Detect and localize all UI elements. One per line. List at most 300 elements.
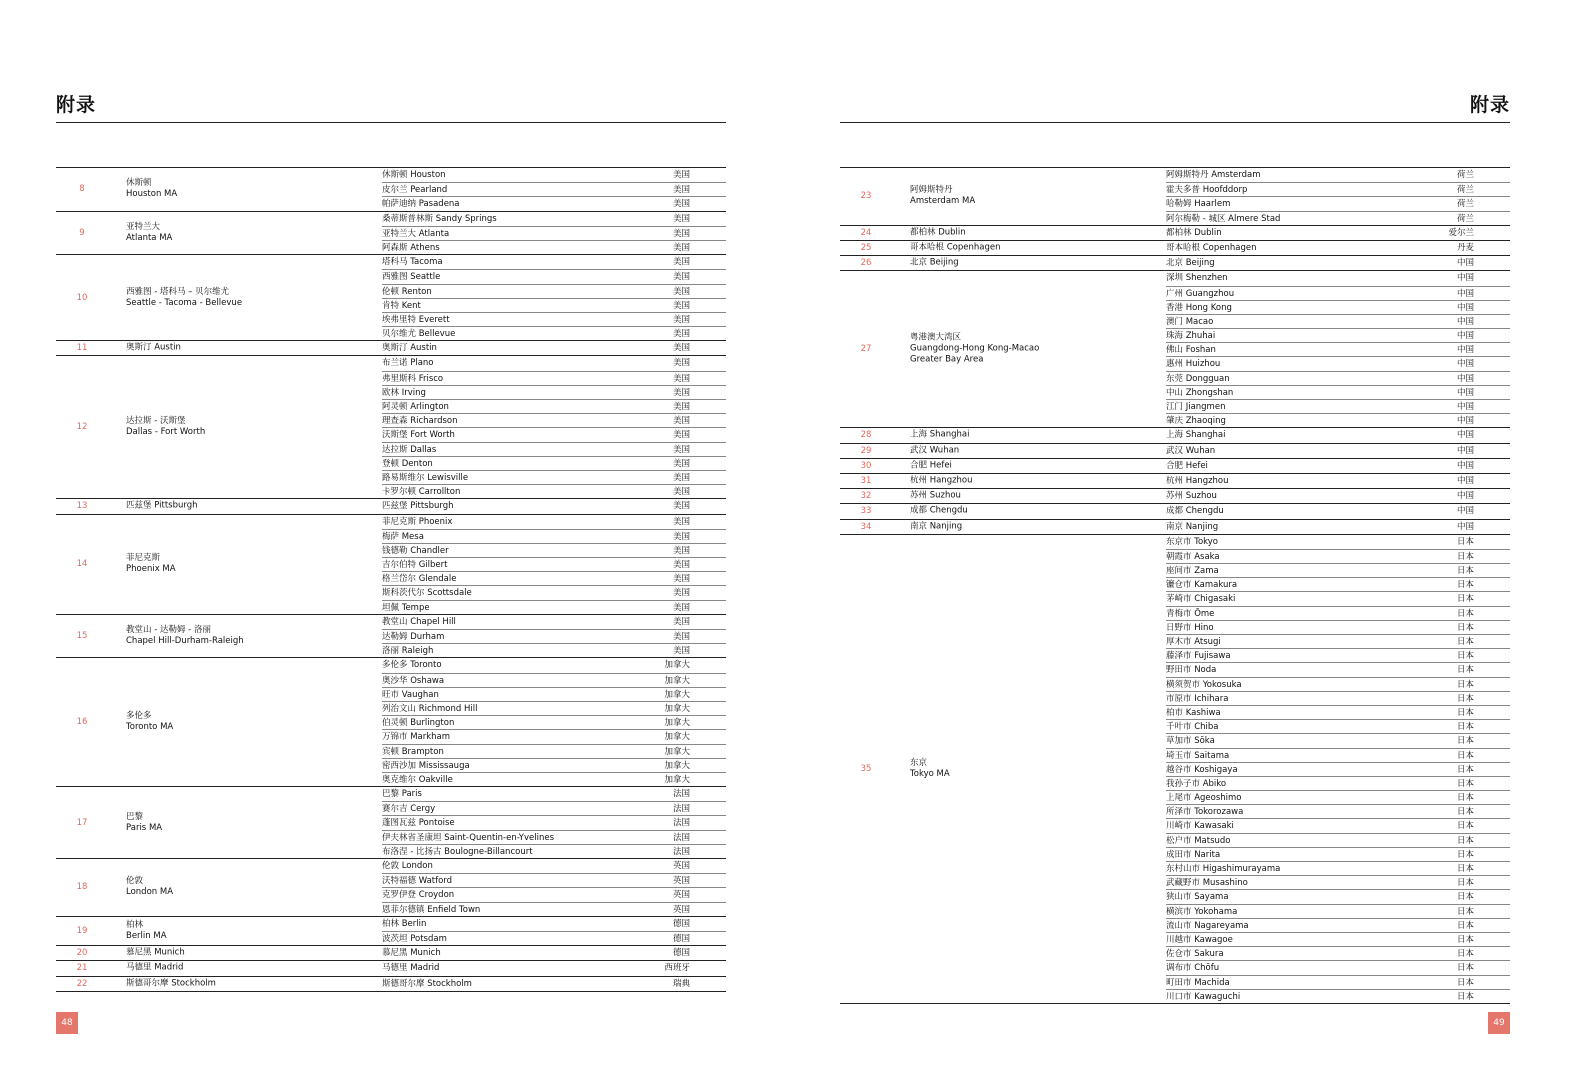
country-name: 美国 [672,185,690,196]
metro-group [56,614,726,658]
city-name: 埼玉市 Saitama [1166,750,1230,761]
country-name: 美国 [672,430,690,441]
country-name: 加拿大 [664,732,690,743]
group-number: 14 [76,559,88,570]
metro-name-cn: 奥斯汀 Austin [126,342,181,353]
metro-name-cn: 匹兹堡 Pittsburgh [126,500,198,511]
table-row [382,442,726,456]
group-number: 13 [76,501,88,512]
group-number: 35 [860,763,872,774]
group-number: 22 [76,978,88,989]
city-name: 我孙子市 Abiko [1166,778,1227,789]
metro-name-en: Toronto MA [126,722,174,733]
country-name: 美国 [672,458,690,469]
metro-group [56,858,726,916]
metro-name-cn: 菲尼克斯 [126,553,161,564]
city-name: 野田市 Noda [1166,665,1217,676]
table-row [1166,748,1510,762]
city-name: 斯科茨代尔 Scottsdale [382,588,472,599]
city-rows [1166,168,1510,225]
city-rows [1166,504,1510,518]
city-name: 路易斯维尔 Lewisville [382,472,469,483]
city-name: 千叶市 Chiba [1166,722,1219,733]
country-name: 日本 [1456,878,1474,889]
country-name: 加拿大 [664,660,690,671]
metro-name [126,222,366,244]
city-name: 匹兹堡 Pittsburgh [382,501,454,512]
table-row [382,658,726,672]
table-row [382,873,726,887]
country-name: 日本 [1456,821,1474,832]
table-row [382,729,726,743]
table-row [1166,861,1510,875]
table-row [1166,444,1510,458]
table-row [382,371,726,385]
metro-name-cn: 都柏林 Dublin [910,227,966,238]
city-name: 川越市 Kawagoe [1166,934,1233,945]
country-name: 中国 [1456,345,1474,356]
metro-group [840,458,1510,473]
metro-name [910,445,1150,456]
city-rows [382,212,726,255]
table-row [1166,804,1510,818]
table-row [382,931,726,945]
table-row [1166,563,1510,577]
city-rows [1166,520,1510,534]
city-name: 流山市 Nagareyama [1166,920,1249,931]
table-row [1166,271,1510,285]
table-row [382,830,726,844]
city-name: 市原市 Ichihara [1166,693,1229,704]
metro-name [910,521,1150,532]
city-name: 江门 Jiangmen [1166,402,1226,412]
metro-group [56,355,726,498]
city-name: 格兰岱尔 Glendale [382,574,457,585]
city-name: 埃弗里特 Everett [382,314,450,325]
metro-group [840,427,1510,442]
table-row [382,629,726,643]
city-name: 调布市 Chōfu [1166,963,1220,974]
country-name: 荷兰 [1456,185,1474,196]
metro-group [56,657,726,786]
country-name: 美国 [672,472,690,483]
metro-name [126,287,366,309]
metro-group [56,916,726,945]
table-row [1166,705,1510,719]
city-rows [382,615,726,658]
city-name: 成田市 Narita [1166,849,1221,860]
city-name: 亚特兰大 Atlanta [382,228,450,239]
country-name: 中国 [1456,302,1474,313]
table-row [382,715,726,729]
metro-name-en-line2: Greater Bay Area [910,354,984,365]
country-name: 中国 [1456,521,1474,532]
country-name: 日本 [1456,963,1474,974]
country-name: 英国 [672,876,690,887]
group-number: 32 [860,491,872,502]
title-rule [840,122,1510,123]
city-name: 哥本哈根 Copenhagen [1166,242,1257,253]
country-name: 中国 [1456,258,1474,269]
city-name: 霍夫多普 Hoofddorp [1166,185,1248,196]
country-name: 中国 [1456,475,1474,486]
table-row [382,298,726,312]
city-rows [1166,428,1510,442]
country-name: 日本 [1456,920,1474,931]
city-name: 弗里斯科 Frisco [382,373,444,384]
country-name: 美国 [672,272,690,283]
metro-name-en: Berlin MA [126,930,167,941]
country-name: 加拿大 [664,718,690,729]
country-name: 丹麦 [1456,242,1474,253]
table-row [382,961,726,975]
metro-name-cn: 苏州 Suzhou [910,490,961,501]
table-row [382,226,726,240]
metro-name-en: London MA [126,887,174,898]
city-name: 奥沙华 Oshawa [382,675,445,686]
metro-name-cn: 达拉斯 - 沃斯堡 [126,416,186,427]
city-name: 澳门 Macao [1166,316,1214,327]
table-row [1166,989,1510,1003]
country-name: 美国 [672,329,690,340]
metro-name-cn: 休斯顿 [126,178,152,189]
city-name: 厚木市 Atsugi [1166,637,1221,647]
metro-group [56,340,726,355]
table-row [382,772,726,786]
country-name: 法国 [672,789,690,800]
metro-name-cn: 教堂山 - 达勒姆 - 洛丽 [126,625,211,636]
table-row [1166,241,1510,255]
city-name: 狭山市 Sayama [1166,892,1229,903]
city-name: 布洛涅 - 比扬古 Boulogne-Billancourt [382,846,533,857]
country-name: 日本 [1456,722,1474,733]
metro-name [126,978,366,989]
city-name: 北京 Beijing [1166,258,1215,269]
table-row [1166,875,1510,889]
country-name: 加拿大 [664,774,690,785]
country-name: 美国 [672,343,690,354]
metro-group [840,225,1510,240]
group-number: 10 [76,292,88,303]
city-rows [1166,241,1510,255]
metro-name-cn: 东京 [910,757,928,768]
table-row [382,470,726,484]
metro-group [56,211,726,255]
city-name: 东莞 Dongguan [1166,373,1230,384]
metro-name-en: Atlanta MA [126,232,173,243]
country-name: 美国 [672,213,690,224]
country-name: 美国 [672,574,690,585]
metro-name [910,227,1150,238]
country-name: 美国 [672,416,690,427]
table-row [1166,818,1510,832]
city-name: 慕尼黑 Munich [382,948,441,959]
country-name: 英国 [672,890,690,901]
city-name: 武藏野市 Musashino [1166,878,1248,889]
country-name: 德国 [672,918,690,929]
country-name: 美国 [672,602,690,613]
city-name: 伊夫林省圣康坦 Saint-Quentin-en-Yvelines [382,832,555,843]
table-row [1166,662,1510,676]
metro-group [840,473,1510,488]
table-row [382,557,726,571]
country-name: 美国 [672,300,690,311]
metro-name-en: Seattle - Tacoma - Bellevue [126,297,243,308]
metro-group [840,255,1510,270]
city-rows [382,341,726,355]
country-name: 日本 [1456,778,1474,789]
city-rows [382,787,726,858]
table-row [1166,168,1510,182]
title-rule [56,122,726,123]
table-row [1166,256,1510,270]
table-row [382,615,726,629]
city-name: 町田市 Machida [1166,977,1230,988]
city-name: 伯灵顿 Burlington [382,718,455,729]
table-row [382,385,726,399]
table-row [382,946,726,960]
table-row [382,515,726,529]
country-name: 加拿大 [664,689,690,700]
city-name: 苏州 Suzhou [1166,491,1217,502]
table-row [1166,591,1510,605]
group-number: 16 [76,717,88,728]
table-row [382,196,726,210]
city-name: 蓬图瓦兹 Pontoise [382,818,455,829]
group-number: 25 [860,243,872,254]
country-name: 日本 [1456,594,1474,605]
country-name: 中国 [1456,491,1474,502]
group-number: 21 [76,963,88,974]
country-name: 日本 [1456,934,1474,945]
metro-name [910,506,1150,517]
table-row [382,758,726,772]
country-name: 荷兰 [1456,213,1474,224]
table-row [382,585,726,599]
group-number: 17 [76,817,88,828]
country-name: 日本 [1456,864,1474,874]
country-name: 日本 [1456,566,1474,577]
table-row [382,240,726,254]
city-name: 伦顿 Renton [382,286,432,297]
country-name: 日本 [1456,622,1474,633]
country-name: 美国 [672,501,690,512]
city-name: 成都 Chengdu [1166,506,1224,517]
table-row [382,815,726,829]
country-name: 美国 [672,632,690,642]
metro-group [56,498,726,513]
city-rows [382,499,726,513]
metro-group [56,960,726,975]
metro-group [840,519,1510,534]
metro-name [126,948,366,959]
country-name: 中国 [1456,416,1474,427]
table-row [1166,634,1510,648]
metro-group [840,503,1510,518]
country-name: 日本 [1456,736,1474,747]
country-name: 法国 [672,804,690,815]
group-number: 11 [76,343,88,354]
metro-name-en: Houston MA [126,189,178,200]
table-row [1166,975,1510,989]
left-page [56,0,726,1077]
country-name: 中国 [1456,331,1474,342]
city-name: 教堂山 Chapel Hill [382,616,456,627]
country-name: 加拿大 [664,703,690,714]
city-name: 阿森斯 Athens [382,242,440,253]
metro-group [56,514,726,614]
city-name: 深圳 Shenzhen [1166,273,1228,284]
country-name: 美国 [672,242,690,253]
city-name: 巴黎 Paris [382,789,422,800]
city-name: 理查森 Richardson [382,416,458,427]
country-name: 法国 [672,846,690,857]
group-number: 15 [76,631,88,642]
metro-name [126,343,366,354]
metro-group [56,254,726,340]
city-name: 桑蒂斯普林斯 Sandy Springs [382,213,497,224]
group-number: 24 [860,227,872,238]
country-name: 美国 [672,646,690,657]
table-row [382,701,726,715]
table-row [1166,520,1510,534]
group-number: 19 [76,925,88,936]
country-name: 日本 [1456,750,1474,761]
metro-name [910,758,1150,780]
metro-name-cn: 亚特兰大 [126,221,161,232]
metro-name-cn: 武汉 Wuhan [910,445,960,456]
country-name: 日本 [1456,835,1474,846]
country-name: 美国 [672,516,690,527]
table-row [382,744,726,758]
city-name: 朝霞市 Asaka [1166,551,1220,562]
metro-name-cn: 西雅图 - 塔科马 – 贝尔维尤 [126,286,230,297]
city-rows [1166,535,1510,1003]
metro-name-cn: 慕尼黑 Munich [126,947,185,958]
city-name: 旺市 Vaughan [382,689,439,700]
country-name: 加拿大 [664,746,690,757]
table-row [1166,196,1510,210]
city-name: 横滨市 Yokohama [1166,906,1238,917]
city-name: 杭州 Hangzhou [1166,475,1229,486]
country-name: 中国 [1456,288,1474,299]
city-name: 藤泽市 Fujisawa [1166,651,1231,662]
table-row [382,326,726,340]
table-row [1166,833,1510,847]
country-name: 日本 [1456,651,1474,662]
table-row [382,182,726,196]
city-name: 万锦市 Markham [382,732,451,743]
country-name: 日本 [1456,536,1474,547]
table-row [382,255,726,269]
table-row [382,887,726,901]
metro-name-cn: 合肥 Hefei [910,460,952,471]
table-row [382,341,726,355]
table-row [382,917,726,931]
city-rows [382,977,726,991]
city-rows [1166,256,1510,270]
country-name: 美国 [672,199,690,210]
country-name: 爱尔兰 [1448,227,1474,238]
table-row [1166,549,1510,563]
group-number: 18 [76,882,88,893]
metro-name-cn: 北京 Beijing [910,257,959,268]
table-row [1166,211,1510,225]
city-name: 沃特福德 Watford [382,876,453,887]
group-number: 27 [860,344,872,355]
metro-group [840,443,1510,458]
country-name: 西班牙 [664,963,690,974]
city-name: 梅萨 Mesa [382,531,424,542]
city-name: 所泽市 Tokorozawa [1166,807,1244,818]
city-name: 合肥 Hefei [1166,460,1208,471]
city-rows [382,917,726,945]
city-name: 克罗伊登 Croydon [382,890,455,901]
page-number: 49 [1488,1012,1510,1034]
table-row [1166,946,1510,960]
metro-name [126,416,366,438]
metro-name-en: Tokyo MA [910,768,950,779]
table-row [382,356,726,370]
table-row [1166,474,1510,488]
city-name: 布兰诺 Plano [382,358,434,369]
city-name: 密西沙加 Mississauga [382,760,470,771]
table-row [382,484,726,498]
country-name: 日本 [1456,991,1474,1002]
city-name: 卡罗尔顿 Carrollton [382,487,461,498]
metro-group [840,534,1510,1003]
city-name: 肇庆 Zhaoqing [1166,416,1226,427]
metro-name-cn: 杭州 Hangzhou [910,475,973,486]
table-row [1166,489,1510,503]
city-name: 欧林 Irving [382,387,426,398]
country-name: 日本 [1456,665,1474,676]
table-row [1166,889,1510,903]
city-name: 镰仓市 Kamakura [1166,580,1238,591]
metro-name-cn: 马德里 Madrid [126,962,184,973]
country-name: 美国 [672,616,690,627]
table-row [1166,847,1510,861]
metro-group [56,786,726,858]
table-row [382,399,726,413]
metro-name-cn: 伦敦 [126,876,144,887]
city-name: 阿灵顿 Arlington [382,402,449,412]
metro-name-cn: 粤港澳大湾区 [910,332,962,343]
city-name: 柏市 Kashiwa [1166,707,1221,718]
city-name: 都柏林 Dublin [1166,227,1222,238]
country-name: 日本 [1456,892,1474,903]
country-name: 中国 [1456,445,1474,456]
city-name: 恩菲尔德镇 Enfield Town [382,904,481,915]
metro-group [840,270,1510,427]
table-row [1166,677,1510,691]
metro-group [56,976,726,991]
city-rows [1166,474,1510,488]
appendix-table [840,167,1510,1004]
city-name: 川崎市 Kawasaki [1166,821,1234,832]
metro-name-cn: 阿姆斯特丹 [910,185,953,196]
table-row [382,859,726,873]
city-name: 珠海 Zhuhai [1166,331,1216,342]
metro-name [910,243,1150,254]
country-name: 美国 [672,531,690,542]
table-row [1166,762,1510,776]
country-name: 中国 [1456,506,1474,517]
table-row [382,312,726,326]
city-name: 武汉 Wuhan [1166,445,1216,456]
country-name: 中国 [1456,273,1474,284]
table-row [382,673,726,687]
